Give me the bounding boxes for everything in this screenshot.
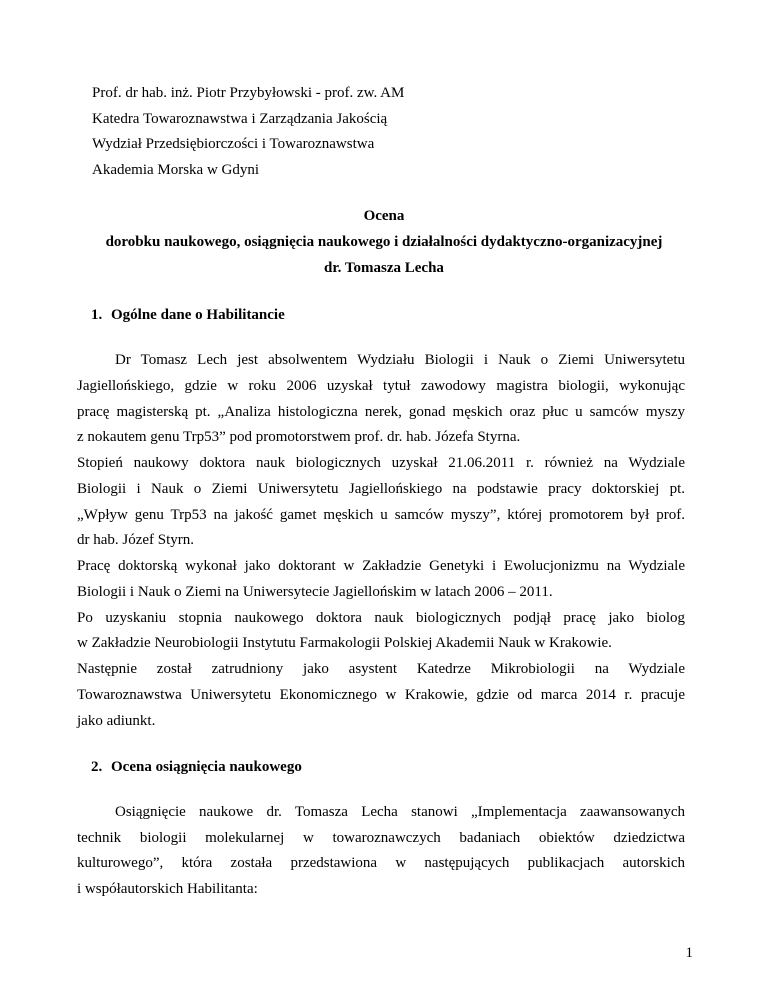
section-2-title: Ocena osiągnięcia naukowego xyxy=(111,759,302,775)
page-number: 1 xyxy=(685,945,693,961)
paragraph-line: Dr Tomasz Lech jest absolwentem Wydziału Biologii i Nauk o Ziemi Uniwersytetu xyxy=(115,352,685,368)
paragraph-line: „Wpływ genu Trp53 na jakość gamet męskich u samców myszy”, której promotorem był prof. xyxy=(77,507,685,523)
paragraph-line: Towaroznawstwa Uniwersytetu Ekonomicznego w Krakowie, gdzie od marca 2014 r. pracuje xyxy=(77,687,685,703)
paragraph-line: kulturowego”, która została przedstawiona w następujących publikacjach autorskich xyxy=(77,855,685,871)
section-1-title: Ogólne dane o Habilitancie xyxy=(111,307,285,323)
paragraph-line: w Zakładzie Neurobiologii Instytutu Farmakologii Polskiej Akademii Nauk w Krakowie. xyxy=(77,635,612,651)
paragraph-line: Następnie został zatrudniony jako asystent Katedrze Mikrobiologii na Wydziale xyxy=(77,661,685,677)
paragraph-line: jako adiunkt. xyxy=(77,713,156,729)
paragraph-line: i współautorskich Habilitanta: xyxy=(77,881,258,897)
author-university: Akademia Morska w Gdyni xyxy=(92,162,260,178)
section-1-heading xyxy=(91,306,285,324)
paragraph-line: dr hab. Józef Styrn. xyxy=(77,532,195,548)
paragraph-line: Jagiellońskiego, gdzie w roku 2006 uzyskał tytuł zawodowy magistra biologii, wykonując xyxy=(77,378,685,394)
paragraph-line: pracę magisterską pt. „Analiza histologiczna nerek, gonad męskich oraz płuc u samców myszy xyxy=(77,404,685,420)
paragraph-line: Stopień naukowy doktora nauk biologicznych uzyskał 21.06.2011 r. również na Wydziale xyxy=(77,455,685,471)
document-title-line3: dr. Tomasza Lecha xyxy=(324,260,444,276)
paragraph-line: Pracę doktorską wykonał jako doktorant w Zakładzie Genetyki i Ewolucjonizmu na Wydziale xyxy=(77,558,685,574)
document-title-line2: dorobku naukowego, osiągnięcia naukowego i działalności dydaktyczno-organizacyjnej xyxy=(105,234,663,250)
author-name: Prof. dr hab. inż. Piotr Przybyłowski - prof. zw. AM xyxy=(92,85,405,101)
section-1-number: 1. xyxy=(91,307,103,323)
section-2-heading xyxy=(91,758,302,776)
paragraph-line: z nokautem genu Trp53” pod promotorstwem prof. dr. hab. Józefa Styrna. xyxy=(77,429,521,445)
paragraph-line: Biologii i Nauk o Ziemi na Uniwersytecie Jagiellońskim w latach 2006 – 2011. xyxy=(77,584,553,600)
author-faculty: Wydział Przedsiębiorczości i Towaroznawstwa xyxy=(92,136,375,152)
author-department: Katedra Towaroznawstwa i Zarządzania Jakością xyxy=(92,111,388,127)
document-title-line1: Ocena xyxy=(363,208,405,224)
section-2-number: 2. xyxy=(91,759,103,775)
paragraph-line: Osiągnięcie naukowe dr. Tomasza Lecha stanowi „Implementacja zaawansowanych xyxy=(115,804,685,820)
paragraph-line: Po uzyskaniu stopnia naukowego doktora nauk biologicznych podjął pracę jako biolog xyxy=(77,610,685,626)
paragraph-line: Biologii i Nauk o Ziemi Uniwersytetu Jagiellońskiego na podstawie pracy doktorskiej pt. xyxy=(77,481,685,497)
paragraph-line: technik biologii molekularnej w towaroznawczych badaniach obiektów dziedzictwa xyxy=(77,830,685,846)
